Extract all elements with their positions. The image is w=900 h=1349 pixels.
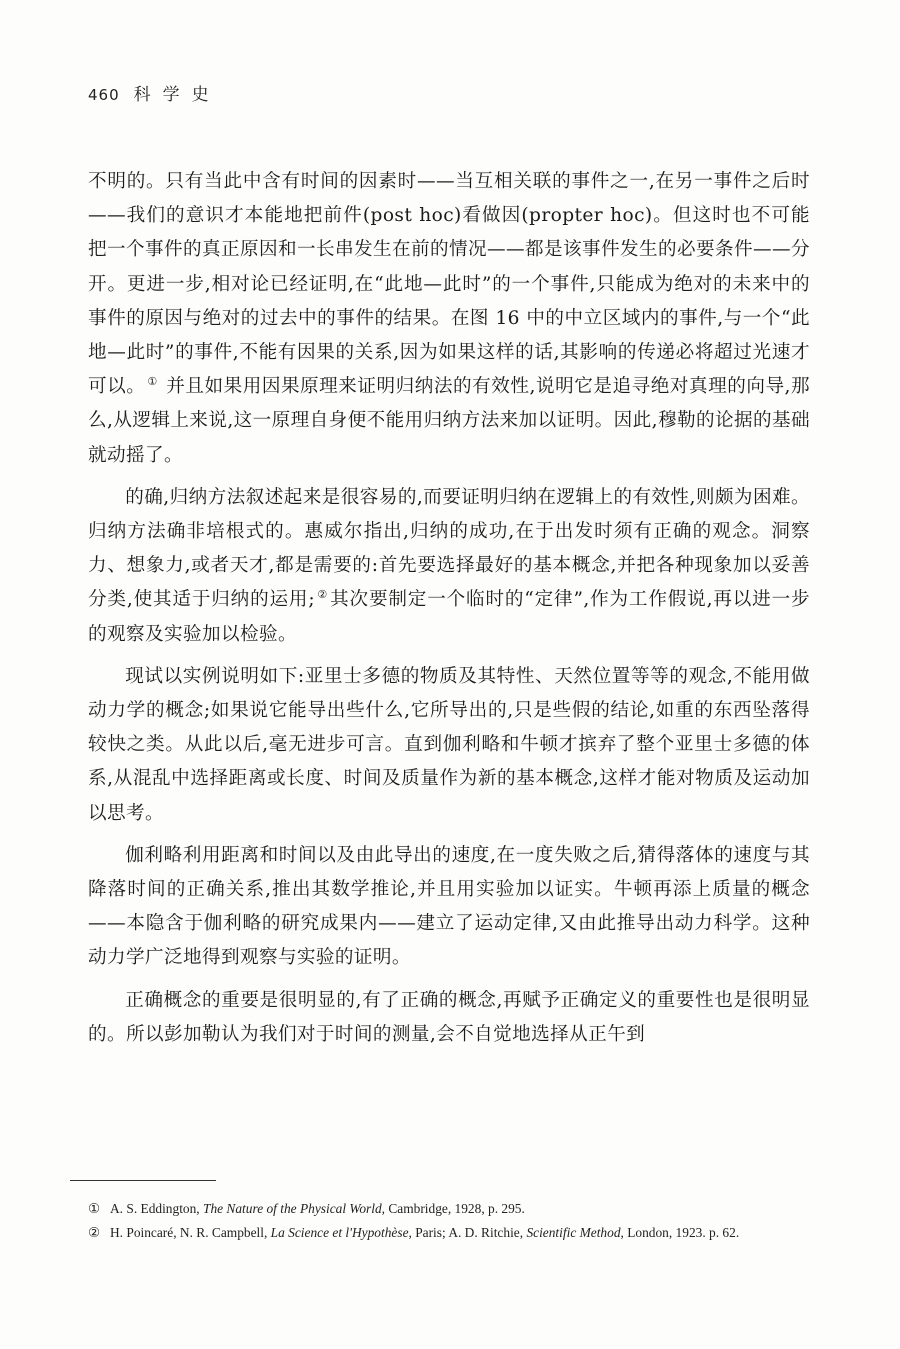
footnote-2-mid: , Paris; A. D. Ritchie, xyxy=(408,1225,527,1240)
footnote-divider xyxy=(70,1180,216,1181)
footnote-ref-2[interactable]: ② xyxy=(317,588,329,602)
paragraph-3: 现试以实例说明如下:亚里士多德的物质及其特性、天然位置等等的观念,不能用做动力学的概念;如果说它能导出些什么,它所导出的,只是些假的结论,如重的东西坠落得较快之类。从此以后,毫无进步可言。直到伽利略和牛顿才摈弃了整个亚里士多德的体系,从混乱中选择距离或长度、时间及质量作为新的基本概念,这样才能对物质及运动加以思考。 xyxy=(88,665,810,824)
footnote-1 xyxy=(70,1198,810,1220)
main-text xyxy=(88,165,810,1060)
footnotes xyxy=(70,1198,810,1246)
paragraph-2 xyxy=(88,481,810,652)
footnote-2-title-2: Scientific Method xyxy=(526,1225,621,1240)
footnote-1-title: The Nature of the Physical World xyxy=(203,1201,382,1216)
footnote-1-author: A. S. Eddington, xyxy=(110,1201,203,1216)
paragraph-2-text: 的确,归纳方法叙述起来是很容易的,而要证明归纳在逻辑上的有效性,则颇为困难。归纳方法确非培根式的。惠威尔指出,归纳的成功,在于出发时须有正确的观念。洞察力、想象力,或者天才,都是需要的:首先要选择最好的基本概念,并把各种现象加以妥善分类,使其适于归纳的运用; xyxy=(88,486,810,611)
paragraph-1 xyxy=(88,165,810,473)
page-number: 460 xyxy=(88,86,120,104)
footnote-1-publication: , Cambridge, 1928, p. 295. xyxy=(381,1201,525,1216)
footnote-2 xyxy=(70,1222,810,1244)
footnote-2-publication: , London, 1923. p. 62. xyxy=(620,1225,740,1240)
book-title: 科学史 xyxy=(133,85,221,105)
paragraph-4: 伽利略利用距离和时间以及由此导出的速度,在一度失败之后,猜得落体的速度与其降落时间的正确关系,推出其数学推论,并且用实验加以证实。牛顿再添上质量的概念——本隐含于伽利略的研究成果内——建立了运动定律,又由此推导出动力科学。这种动力学广泛地得到观察与实验的证明。 xyxy=(88,844,810,969)
paragraph-5: 正确概念的重要是很明显的,有了正确的概念,再赋予正确定义的重要性也是很明显的。所以彭加勒认为我们对于时间的测量,会不自觉地选择从正午到 xyxy=(88,989,810,1045)
footnote-2-title-1: La Science et l'Hypothèse xyxy=(270,1225,409,1240)
paragraph-1-text: 不明的。只有当此中含有时间的因素时——当互相关联的事件之一,在另一事件之后时——我们的意识才本能地把前件(post hoc)看做因(propter hoc)。但这时也不可能把一个事件的真正原因和一长串发生在前的情况——都是该事件发生的必要条件——分开。更进一步,相对论已经证明,在“此地—此时”的一个事件,只能成为绝对的未来中的事件的原因与绝对的过去中的事件的结果。在图 16 中的中立区域内的事件,与一个“此地—此时”的事件,不能有因果的关系,因为如果这样的话,其影响的传递必将超过光速才可以。 xyxy=(88,171,810,398)
footnote-2-authors: H. Poincaré, N. R. Campbell, xyxy=(110,1225,271,1240)
paragraph-2-tail: 其次要制定一个临时的“定律”,作为工作假说,再以进一步的观察及实验加以检验。 xyxy=(88,589,810,645)
footnote-2-mark: ② xyxy=(88,1225,101,1240)
paragraph-1-tail: 并且如果用因果原理来证明归纳法的有效性,说明它是追寻绝对真理的向导,那么,从逻辑上来说,这一原理自身便不能用归纳方法来加以证明。因此,穆勒的论据的基础就动摇了。 xyxy=(88,376,810,466)
footnote-ref-1[interactable]: ① xyxy=(147,375,158,389)
footnote-1-mark: ① xyxy=(88,1201,101,1216)
running-head xyxy=(88,80,221,105)
